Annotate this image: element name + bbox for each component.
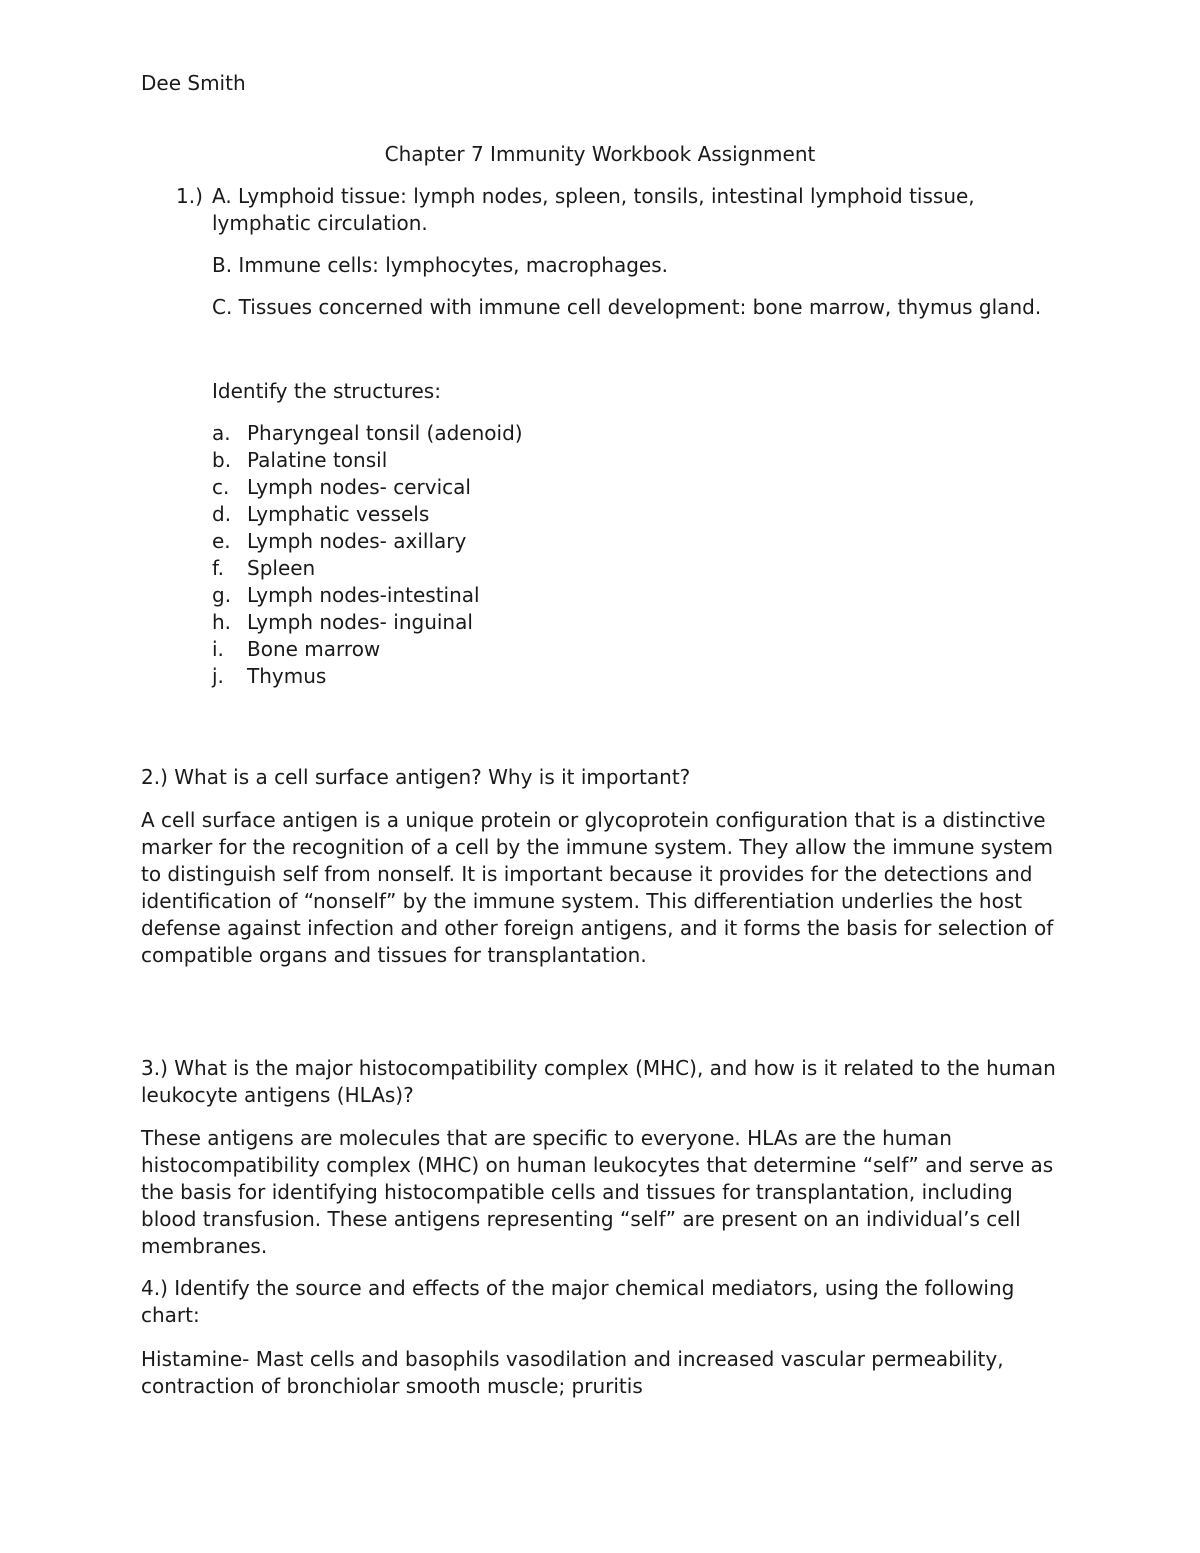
answer-3: These antigens are molecules that are specific to everyone. HLAs are the human histocompatibility complex (MHC) on human leukocytes that determine “self” and serve as the basis for identifying histocompatible cells and tissues for transplantation, including blood transfusion. These antigens representing “self” are present on an individual’s cell membranes. [141, 1126, 1054, 1258]
list-item [212, 420, 1056, 447]
list-letter: g. [212, 583, 232, 607]
list-text: Pharyngeal tonsil (adenoid) [247, 421, 523, 445]
list-item [212, 663, 1056, 690]
list-text: Lymph nodes- inguinal [247, 610, 473, 634]
answer-4: Histamine- Mast cells and basophils vasodilation and increased vascular permeability, contraction of bronchiolar smooth muscle; pruritis [141, 1347, 1004, 1398]
question-3: 3.) What is the major histocompatibility complex (MHC), and how is it related to the human leukocyte antigens (HLAs)? [141, 1056, 1056, 1107]
structures-list [212, 420, 1056, 690]
list-letter: c. [212, 475, 230, 499]
list-item [212, 609, 1056, 636]
list-item [212, 528, 1056, 555]
question-1-part-c: C. Tissues concerned with immune cell development: bone marrow, thymus gland. [212, 295, 1042, 319]
list-text: Lymph nodes- cervical [247, 475, 471, 499]
list-text: Palatine tonsil [247, 448, 388, 472]
list-item [212, 501, 1056, 528]
question-1 [176, 183, 1056, 690]
spacer [176, 336, 1056, 378]
list-item [212, 555, 1056, 582]
list-letter: i. [212, 637, 224, 661]
identify-heading: Identify the structures: [212, 379, 441, 403]
answer-2: A cell surface antigen is a unique protein or glycoprotein configuration that is a distinctive marker for the recognition of a cell by the immune system. They allow the immune system to distinguish self from nonself. It is important because it provides for the detections and identification of “nonself” by the immune system. This differentiation underlies the host defense against infection and other foreign antigens, and it forms the basis for selection of compatible organs and tissues for transplantation. [141, 808, 1054, 967]
list-text: Thymus [247, 664, 327, 688]
list-letter: e. [212, 529, 231, 553]
list-text: Lymph nodes-intestinal [247, 583, 480, 607]
list-item [212, 447, 1056, 474]
list-text: Spleen [247, 556, 316, 580]
list-text: Lymph nodes- axillary [247, 529, 467, 553]
list-letter: j. [212, 664, 224, 688]
list-item [212, 474, 1056, 501]
list-item [212, 636, 1056, 663]
list-letter: b. [212, 448, 232, 472]
question-1-part-a: A. Lymphoid tissue: lymph nodes, spleen, tonsils, intestinal lymphoid tissue, lymphatic circulation. [212, 184, 975, 235]
question-1-number: 1.) [176, 184, 203, 208]
question-4: 4.) Identify the source and effects of the major chemical mediators, using the following chart: [141, 1276, 1015, 1327]
list-letter: a. [212, 421, 231, 445]
page-title: Chapter 7 Immunity Workbook Assignment [384, 142, 816, 166]
list-text: Bone marrow [247, 637, 381, 661]
list-letter: h. [212, 610, 232, 634]
question-2: 2.) What is a cell surface antigen? Why is it important? [141, 765, 691, 789]
author-name: Dee Smith [141, 71, 246, 95]
list-item [212, 582, 1056, 609]
list-letter: f. [212, 556, 224, 580]
list-text: Lymphatic vessels [247, 502, 430, 526]
question-1-part-b: B. Immune cells: lymphocytes, macrophages. [212, 253, 668, 277]
list-letter: d. [212, 502, 232, 526]
